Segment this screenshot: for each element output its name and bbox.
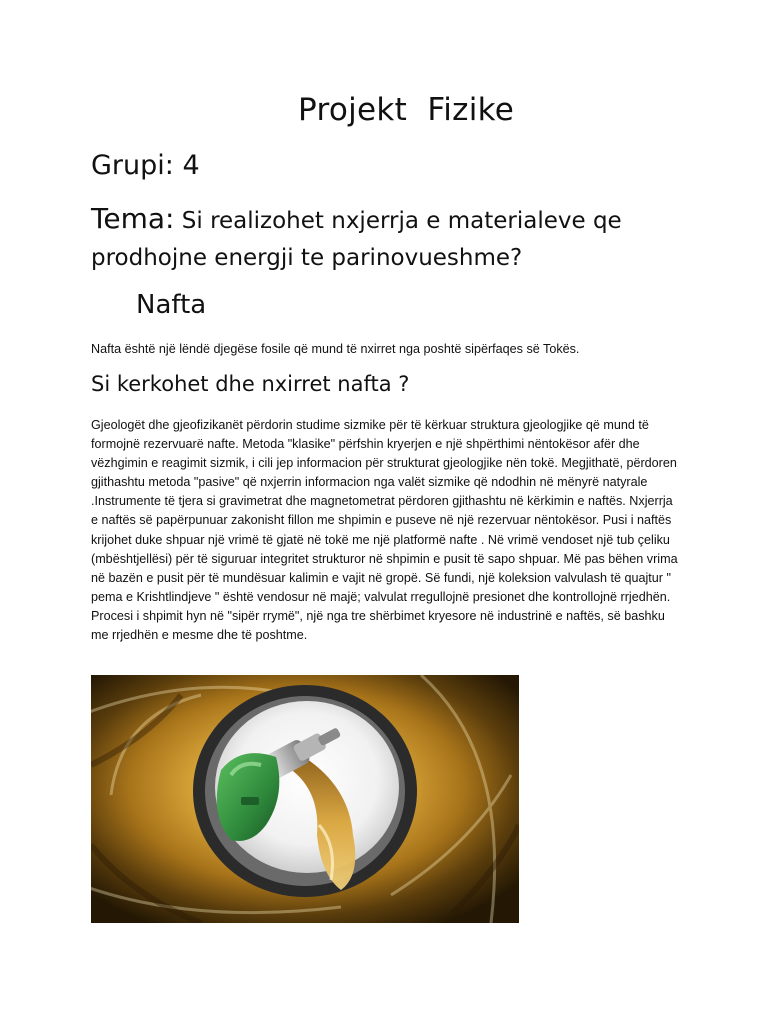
fuel-nozzle-photo [91, 675, 519, 923]
intro-paragraph: Nafta është një lëndë djegëse fosile që mund të nxirret nga poshtë sipërfaqes së Tokës. [91, 342, 580, 356]
topic-paragraph [91, 200, 731, 277]
fuel-nozzle-illustration [91, 675, 519, 923]
page-title: Projekt Fizike [298, 92, 515, 128]
topic-text: Si realizohet nxjerrja e materialeve qe prodhojne energji te parinovueshme? [91, 208, 622, 271]
sub-heading: Si kerkohet dhe nxirret nafta ? [91, 372, 410, 396]
section-heading: Nafta [136, 290, 207, 320]
topic-label: Tema: [91, 202, 175, 235]
group-number: Grupi: 4 [91, 150, 200, 181]
body-paragraph: Gjeologët dhe gjeofizikanët përdorin studime sizmike për të kërkuar struktura gjeologjike që mund të formojnë rezervuarë nafte. Metoda "klasike" përfshin kryerjen e një shpërthimi nëntokësor afër dhe vëzhgimin e reagimit sizmik, i cili jep informacion për strukturat gjeologjike nën tokë. Megjithatë, përdoren gjithashtu metoda "pasive" që nxjerrin informacion nga valët sizmike që ndodhin në mënyrë natyrale .Instrumente të tjera si gravimetrat dhe magnetometrat përdoren gjithashtu në kërkimin e naftës. Nxjerrja e naftës së papërpunuar zakonisht fillon me shpimin e puseve në një rezervuar nëntokësor. Pusi i naftës krijohet duke shpuar një vrimë të gjatë në tokë me një platformë nafte . Në vrimë vendoset një tub çeliku (mbështjellësi) për të siguruar integritet strukturor në shpimin e pusit të sapo shpuar. Më pas bëhen vrima në bazën e pusit për të mundësuar kalimin e vajit në gropë. Së fundi, një koleksion valvulash të quajtur " pema e Krishtlindjeve " është vendosur në majë; valvulat rregullojnë presionet dhe kontrollojnë rrjedhën. Procesi i shpimit hyn në "sipër rrymë", një nga tre shërbimet kryesore në industrinë e naftës, së bashku me rrjedhën e mesme dhe të poshtme. [91, 418, 678, 643]
